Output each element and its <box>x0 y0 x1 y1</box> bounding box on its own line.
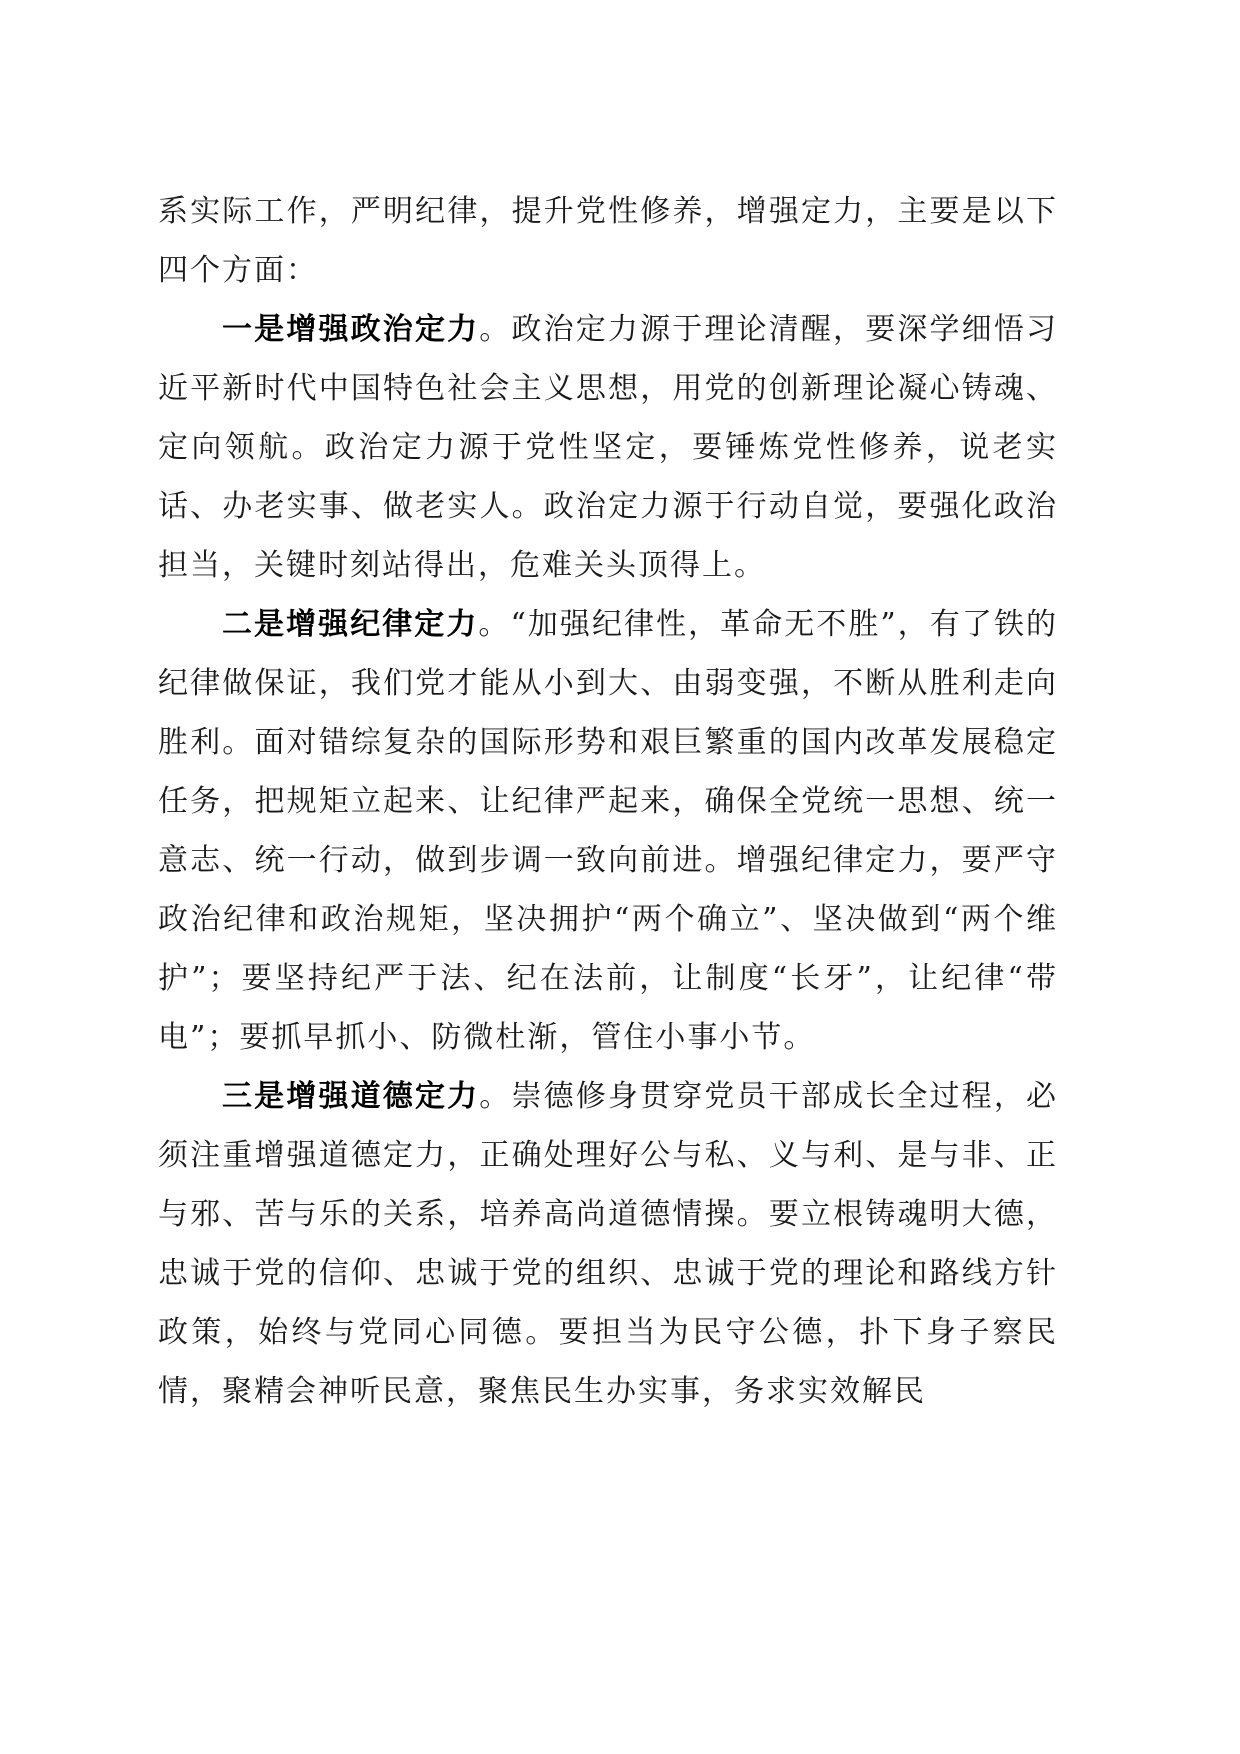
paragraph-lead: 二是增强纪律定力 <box>222 607 479 642</box>
paragraph-political-resolve <box>158 300 1058 595</box>
paragraph-lead: 一是增强政治定力 <box>222 312 480 347</box>
document-body <box>158 182 1058 1421</box>
paragraph-text: 。“加强纪律性，革命无不胜”，有了铁的纪律做保证，我们党才能从小到大、由弱变强，不断从胜利走向胜利。面对错综复杂的国际形势和艰巨繁重的国内改革发展稳定任务，把规矩立起来、让纪律严起来，确保全党统一思想、统一意志、统一行动，做到步调一致向前进。增强纪律定力，要严守政治纪律和政治规矩，坚决拥护“两个确立”、坚决做到“两个维护”；要坚持纪严于法、纪在法前，让制度“长牙”，让纪律“带电”；要抓早抓小、防微杜渐，管住小事小节。 <box>158 607 1058 1055</box>
paragraph-text: 。崇德修身贯穿党员干部成长全过程，必须注重增强道德定力，正确处理好公与私、义与利、是与非、正与邪、苦与乐的关系，培养高尚道德情操。要立根铸魂明大德，忠诚于党的信仰、忠诚于党的组织、忠诚于党的理论和路线方针政策，始终与党同心同德。要担当为民守公德，扑下身子察民情，聚精会神听民意，聚焦民生办实事，务求实效解民 <box>158 1079 1059 1409</box>
paragraph-intro <box>158 182 1058 300</box>
paragraph-text: 系实际工作，严明纪律，提升党性修养，增强定力，主要是以下四个方面： <box>158 194 1058 288</box>
paragraph-discipline-resolve <box>158 595 1058 1067</box>
paragraph-text: 。政治定力源于理论清醒，要深学细悟习近平新时代中国特色社会主义思想，用党的创新理论凝心铸魂、定向领航。政治定力源于党性坚定，要锤炼党性修养，说老实话、办老实事、做老实人。政治定力源于行动自觉，要强化政治担当，关键时刻站得出，危难关头顶得上。 <box>158 312 1059 583</box>
paragraph-moral-resolve <box>158 1067 1058 1421</box>
paragraph-lead: 三是增强道德定力 <box>222 1079 480 1114</box>
